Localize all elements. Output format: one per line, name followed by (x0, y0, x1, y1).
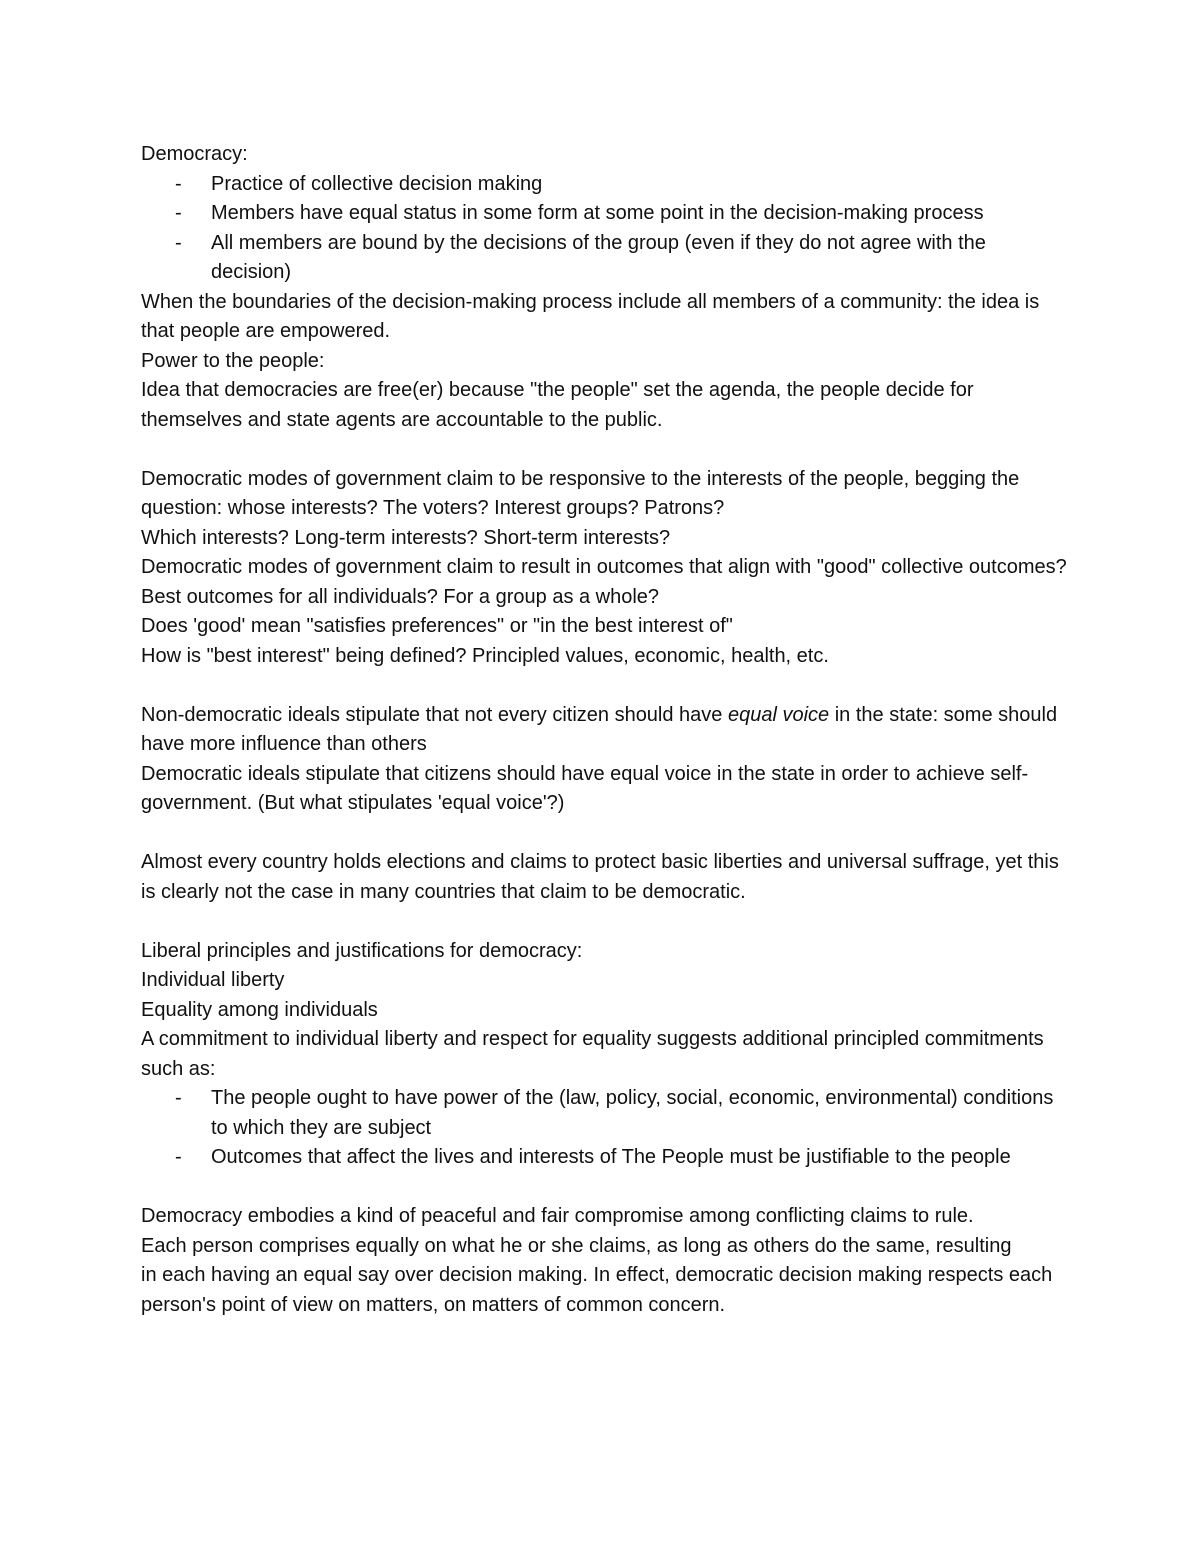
paragraph: in each having an equal say over decision making. In effect, democratic decision making respects each person's point of view on matters, on matters of common concern. (141, 1264, 1053, 1316)
paragraph: Democratic modes of government claim to result in outcomes that align with "good" collective outcomes? (141, 556, 1067, 578)
blank-line (141, 907, 1071, 937)
paragraph: Which interests? Long-term interests? Short-term interests? (141, 526, 671, 549)
bullet-item (141, 229, 1071, 288)
paragraph: Democratic modes of government claim to be responsive to the interests of the people, begging the question: whose interests? The voters? Interest groups? Patrons? (141, 467, 1020, 519)
paragraph: Idea that democracies are free(er) because "the people" set the agenda, the people decide for themselves and state agents are accountable to the public. (141, 379, 974, 431)
bullet-text: All members are bound by the decisions of the group (even if they do not agree with the decision) (211, 231, 986, 283)
paragraph: A commitment to individual liberty and respect for equality suggests additional principled commitments such as: (141, 1028, 1044, 1080)
bullet-text: Practice of collective decision making (211, 172, 543, 195)
document-page (141, 140, 1071, 1320)
dash-marker: - (175, 1146, 182, 1168)
paragraph: Democratic ideals stipulate that citizens should have equal voice in the state in order to achieve self-government. (But what stipulates 'equal voice'?) (141, 762, 1029, 814)
text-run: Non-democratic ideals stipulate that not every citizen should have (141, 703, 728, 726)
blank-line (141, 1173, 1071, 1203)
bullet-text: Outcomes that affect the lives and interests of The People must be justifiable to the people (211, 1146, 1011, 1168)
dash-marker: - (175, 1087, 182, 1109)
paragraph: Democracy embodies a kind of peaceful and fair compromise among conflicting claims to rule. (141, 1205, 974, 1227)
dash-marker: - (175, 231, 182, 254)
bullet-item (141, 1143, 1071, 1173)
liberal-principles-heading: Liberal principles and justifications for democracy: (141, 939, 583, 962)
blank-line (141, 671, 1071, 701)
bullet-text: Members have equal status in some form at some point in the decision-making process (211, 202, 984, 224)
paragraph: Best outcomes for all individuals? For a group as a whole? (141, 585, 660, 608)
paragraph: Power to the people: (141, 349, 325, 372)
paragraph: Almost every country holds elections and claims to protect basic liberties and universal suffrage, yet this is clearly not the case in many countries that claim to be democratic. (141, 851, 1059, 903)
paragraph: Equality among individuals (141, 998, 378, 1021)
paragraph: Individual liberty (141, 969, 285, 991)
dash-marker: - (175, 202, 182, 224)
dash-marker: - (175, 172, 182, 195)
paragraph (141, 701, 1071, 760)
democracy-heading: Democracy: (141, 143, 248, 165)
democracy-bullet-list (141, 170, 1071, 288)
paragraph: When the boundaries of the decision-making process include all members of a community: the idea is that people are empowered. (141, 290, 1040, 342)
paragraph: Each person comprises equally on what he or she claims, as long as others do the same, resulting (141, 1234, 1012, 1257)
bullet-item (141, 199, 1071, 229)
bullet-item (141, 1084, 1071, 1143)
text-run: in the state: some should have more influence than others (141, 703, 1058, 755)
paragraph: How is "best interest" being defined? Principled values, economic, health, etc. (141, 644, 829, 667)
blank-line (141, 819, 1071, 849)
paragraph: Does 'good' mean "satisfies preferences" or "in the best interest of" (141, 615, 733, 637)
blank-line (141, 435, 1071, 465)
bullet-item (141, 170, 1071, 200)
commitments-bullet-list (141, 1084, 1071, 1173)
bullet-text: The people ought to have power of the (law, policy, social, economic, environmental) conditions to which they are subject (211, 1087, 1054, 1139)
emphasis-text: equal voice (727, 703, 830, 726)
